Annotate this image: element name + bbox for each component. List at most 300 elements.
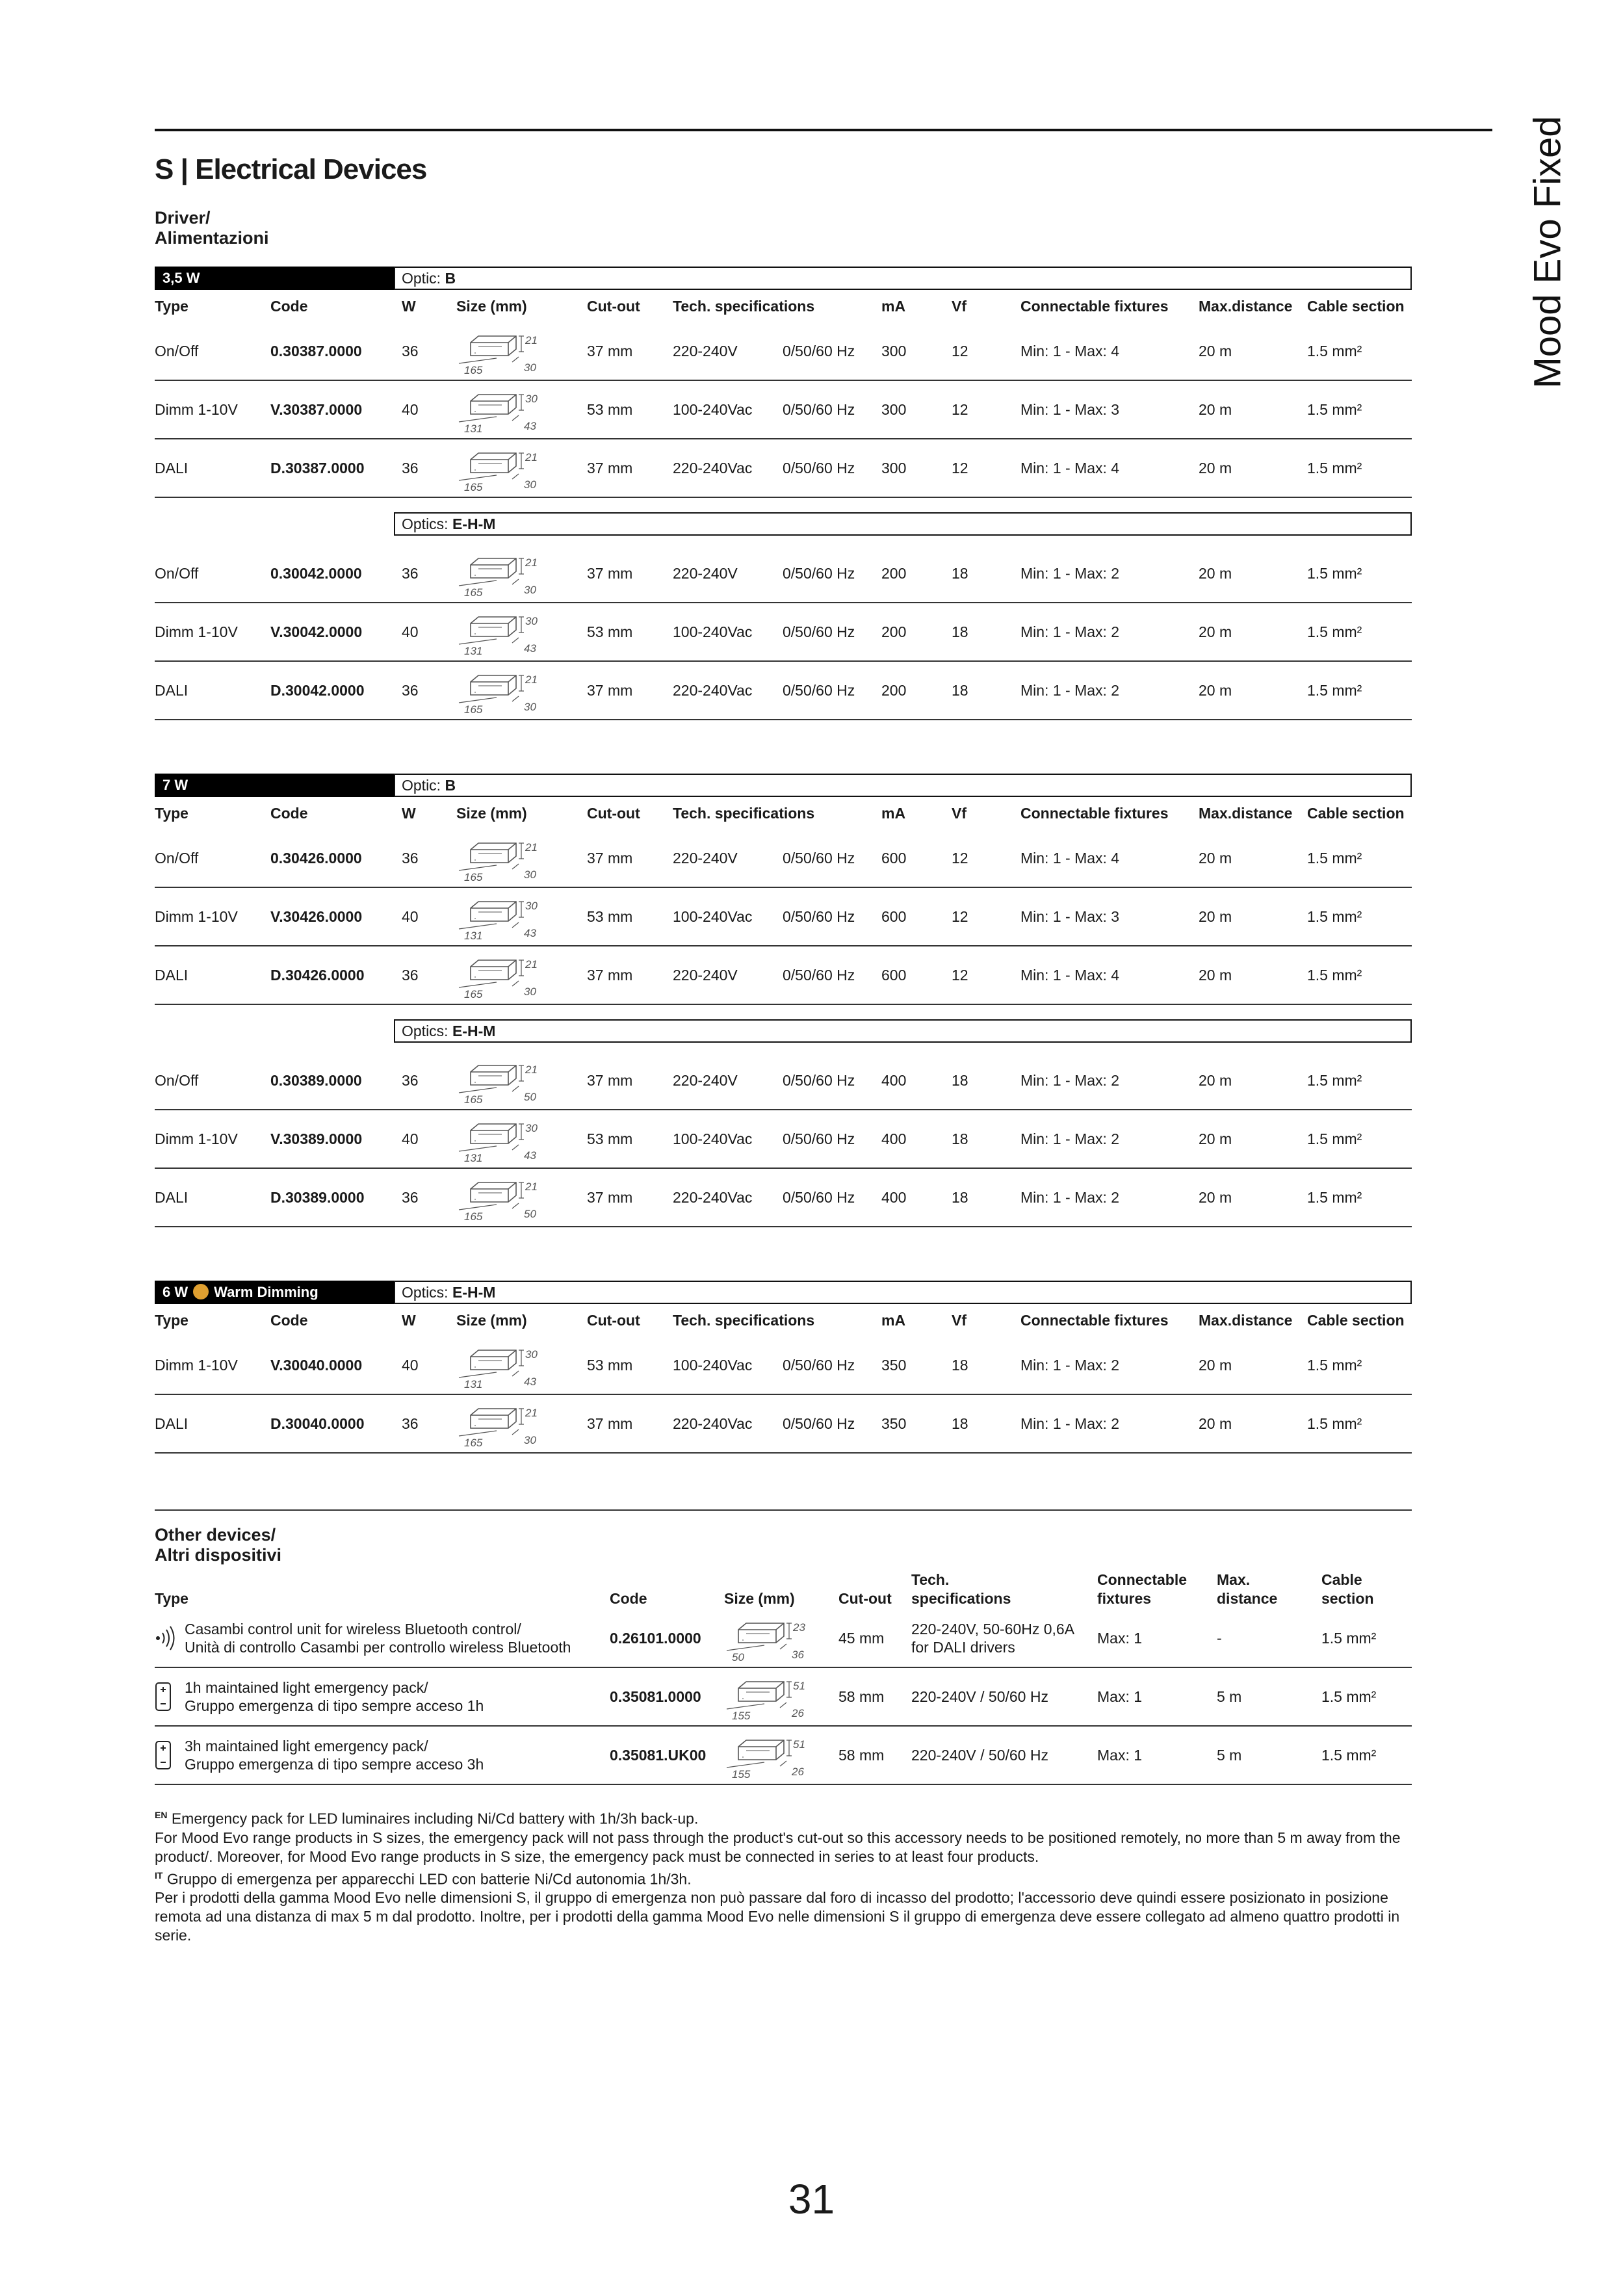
size-cell <box>456 1169 547 1226</box>
svg-text:155: 155 <box>732 1710 751 1719</box>
device-row <box>155 1668 1412 1727</box>
cable-section-cell: 1.5 mm² <box>1307 966 1362 984</box>
svg-text:23: 23 <box>793 1621 805 1634</box>
ma-cell: 600 <box>881 966 907 984</box>
size-cell <box>456 662 547 719</box>
optic-label: Optics: E-H-M <box>394 512 1412 536</box>
vf-cell: 12 <box>952 400 968 418</box>
device-row <box>155 1610 1412 1668</box>
connectable-cell: Max: 1 <box>1097 1747 1143 1764</box>
svg-text:21: 21 <box>525 958 538 971</box>
svg-text:21: 21 <box>525 841 538 854</box>
power-block <box>155 267 1412 720</box>
watt-cell: 36 <box>402 1415 419 1432</box>
svg-text:43: 43 <box>524 1376 536 1388</box>
code-cell: 0.30387.0000 <box>270 342 362 359</box>
connectable-cell: Min: 1 - Max: 2 <box>1020 681 1120 699</box>
section-subtitle: Driver/ Alimentazioni <box>155 208 269 248</box>
cable-section-cell: 1.5 mm² <box>1307 564 1362 582</box>
size-cell <box>724 1727 815 1784</box>
section-title: S | Electrical Devices <box>155 153 427 185</box>
svg-text:51: 51 <box>793 1680 805 1692</box>
dimension-box-icon <box>456 445 547 491</box>
connectable-cell: Max: 1 <box>1097 1630 1143 1647</box>
device-type: 1h maintained light emergency pack/ Gruppo emergenza di tipo sempre acceso 1h <box>185 1679 484 1714</box>
size-cell <box>456 1052 547 1109</box>
svg-text:165: 165 <box>464 988 483 998</box>
code-cell: 0.30426.0000 <box>270 849 362 867</box>
dimension-box-icon <box>456 1058 547 1103</box>
size-cell <box>456 603 547 660</box>
frequency-cell: 0/50/60 Hz <box>783 1130 855 1147</box>
watt-cell: 36 <box>402 342 419 359</box>
svg-text:131: 131 <box>464 1152 483 1162</box>
svg-text:26: 26 <box>792 1766 804 1778</box>
header-tech: Tech. specifications <box>911 1571 1011 1607</box>
type-cell: On/Off <box>155 564 199 582</box>
svg-text:165: 165 <box>464 1093 483 1103</box>
vf-cell: 12 <box>952 907 968 925</box>
max-distance-cell: 5 m <box>1217 1747 1242 1764</box>
battery-icon <box>155 1682 172 1712</box>
header-size: Size (mm) <box>456 1311 527 1329</box>
watt-cell: 36 <box>402 1071 419 1089</box>
dimension-box-icon <box>724 1732 815 1778</box>
header-connectable: Connectable fixtures <box>1020 804 1169 822</box>
table-row <box>155 946 1412 1005</box>
vf-cell: 18 <box>952 1415 968 1432</box>
svg-text:30: 30 <box>525 1122 538 1134</box>
svg-text:165: 165 <box>464 703 483 713</box>
svg-text:131: 131 <box>464 423 483 432</box>
type-cell: Dimm 1-10V <box>155 1130 238 1147</box>
cable-section-cell: 1.5 mm² <box>1307 342 1362 359</box>
watt-cell: 36 <box>402 564 419 582</box>
header-type: Type <box>155 297 188 315</box>
note-it-2: Per i prodotti della gamma Mood Evo nelle dimensioni S, il gruppo di emergenza non può passare dal foro di incasso del prodotto; l'accessorio deve quindi essere posizionato in posizione remota ad una distanza di max 5 m dal prodotto. Inoltre, per i prodotti della gamma Mood Evo nelle dimensioni S il gruppo di emergenza deve essere collegato ad almeno quattro prodotti in serie. <box>155 1889 1400 1944</box>
svg-text:30: 30 <box>524 985 536 998</box>
svg-text:50: 50 <box>732 1651 744 1661</box>
cutout-cell: 53 mm <box>587 400 633 418</box>
device-type: Casambi control unit for wireless Bluetooth control/ Unità di controllo Casambi per controllo wireless Bluetooth <box>185 1621 571 1656</box>
max-distance-cell: 20 m <box>1199 849 1232 867</box>
type-cell: On/Off <box>155 849 199 867</box>
voltage-cell: 220-240Vac <box>673 459 753 476</box>
svg-text:131: 131 <box>464 1378 483 1388</box>
max-distance-cell: 20 m <box>1199 681 1232 699</box>
type-cell: DALI <box>155 459 188 476</box>
wireless-icon <box>155 1625 177 1651</box>
code-cell: 0.26101.0000 <box>610 1630 701 1647</box>
header-size: Size (mm) <box>456 297 527 315</box>
vf-cell: 12 <box>952 342 968 359</box>
max-distance-cell: 20 m <box>1199 1130 1232 1147</box>
header-tech: Tech. specifications <box>673 1311 815 1329</box>
watt-cell: 40 <box>402 1356 419 1374</box>
ma-cell: 600 <box>881 849 907 867</box>
max-distance-cell: 20 m <box>1199 400 1232 418</box>
svg-text:165: 165 <box>464 1437 483 1446</box>
connectable-cell: Max: 1 <box>1097 1688 1143 1705</box>
table-row <box>155 1169 1412 1227</box>
svg-text:131: 131 <box>464 930 483 939</box>
svg-text:30: 30 <box>524 1434 536 1446</box>
svg-text:30: 30 <box>524 361 536 374</box>
header-tech: Tech. specifications <box>673 804 815 822</box>
cutout-cell: 37 mm <box>587 1071 633 1089</box>
code-cell: 0.35081.0000 <box>610 1688 701 1705</box>
code-cell: V.30042.0000 <box>270 623 363 640</box>
device-icon <box>155 1668 172 1725</box>
svg-text:165: 165 <box>464 871 483 881</box>
code-cell: 0.35081.UK00 <box>610 1747 707 1764</box>
table-row <box>155 888 1412 946</box>
table-row <box>155 1395 1412 1454</box>
size-cell <box>456 1337 547 1394</box>
size-cell <box>724 1610 815 1667</box>
header-code: Code <box>270 1311 308 1329</box>
warm-dimming-icon <box>193 1284 209 1299</box>
svg-text:43: 43 <box>524 927 536 939</box>
frequency-cell: 0/50/60 Hz <box>783 966 855 984</box>
header-max-distance: Max.distance <box>1199 297 1293 315</box>
connectable-cell: Min: 1 - Max: 2 <box>1020 564 1120 582</box>
frequency-cell: 0/50/60 Hz <box>783 623 855 640</box>
dimension-box-icon <box>456 328 547 374</box>
tech-cell: 220-240V / 50/60 Hz <box>911 1688 1048 1705</box>
optic-label: Optics: E-H-M <box>394 1019 1412 1043</box>
tech-cell: 220-240V, 50-60Hz 0,6A for DALI drivers <box>911 1621 1075 1656</box>
max-distance-cell: 20 m <box>1199 907 1232 925</box>
ma-cell: 400 <box>881 1130 907 1147</box>
cable-section-cell: 1.5 mm² <box>1307 400 1362 418</box>
ma-cell: 300 <box>881 342 907 359</box>
svg-text:30: 30 <box>525 1348 538 1361</box>
header-size: Size (mm) <box>724 1590 795 1607</box>
watt-cell: 36 <box>402 681 419 699</box>
connectable-cell: Min: 1 - Max: 4 <box>1020 342 1120 359</box>
header-cable-section: Cable section <box>1307 297 1405 315</box>
frequency-cell: 0/50/60 Hz <box>783 1071 855 1089</box>
ma-cell: 400 <box>881 1188 907 1206</box>
table-row <box>155 545 1412 603</box>
svg-text:36: 36 <box>792 1649 804 1661</box>
header-type: Type <box>155 1311 188 1329</box>
device-icon <box>155 1727 172 1784</box>
header-connectable: Connectable fixtures <box>1020 1311 1169 1329</box>
voltage-cell: 100-240Vac <box>673 400 753 418</box>
max-distance-cell: 20 m <box>1199 1071 1232 1089</box>
svg-text:165: 165 <box>464 481 483 491</box>
header-ma: mA <box>881 804 906 822</box>
power-block <box>155 1281 1412 1454</box>
header-ma: mA <box>881 297 906 315</box>
cutout-cell: 53 mm <box>587 907 633 925</box>
battery-icon <box>155 1740 172 1770</box>
cable-section-cell: 1.5 mm² <box>1307 1071 1362 1089</box>
power-label: 3,5 W <box>155 267 394 290</box>
svg-text:131: 131 <box>464 645 483 655</box>
cable-section-cell: 1.5 mm² <box>1307 459 1362 476</box>
header-cable-section: Cable section <box>1321 1571 1374 1607</box>
type-cell: Dimm 1-10V <box>155 1356 238 1374</box>
power-label: 7 W <box>155 774 394 797</box>
cable-section-cell: 1.5 mm² <box>1307 1188 1362 1206</box>
other-devices-rule <box>155 1509 1412 1511</box>
dimension-box-icon <box>456 609 547 655</box>
header-w: W <box>402 297 416 315</box>
connectable-cell: Min: 1 - Max: 3 <box>1020 907 1120 925</box>
voltage-cell: 220-240Vac <box>673 681 753 699</box>
cutout-cell: 45 mm <box>838 1630 885 1647</box>
dimension-box-icon <box>456 387 547 432</box>
dimension-box-icon <box>456 1116 547 1162</box>
footnotes <box>155 1806 1412 1945</box>
header-code: Code <box>270 804 308 822</box>
max-distance-cell: 20 m <box>1199 1415 1232 1432</box>
table-row <box>155 1337 1412 1395</box>
size-cell <box>456 322 547 380</box>
cable-section-cell: 1.5 mm² <box>1307 1415 1362 1432</box>
connectable-cell: Min: 1 - Max: 2 <box>1020 1071 1120 1089</box>
device-type: 3h maintained light emergency pack/ Gruppo emergenza di tipo sempre acceso 3h <box>185 1738 484 1773</box>
device-row <box>155 1727 1412 1785</box>
power-label: 6 W Warm Dimming <box>155 1281 394 1304</box>
type-cell: Dimm 1-10V <box>155 907 238 925</box>
ma-cell: 200 <box>881 564 907 582</box>
cutout-cell: 58 mm <box>838 1747 885 1764</box>
dimension-box-icon <box>456 952 547 998</box>
table-header <box>155 1304 1412 1337</box>
voltage-cell: 100-240Vac <box>673 1130 753 1147</box>
header-cable-section: Cable section <box>1307 1311 1405 1329</box>
power-band <box>155 774 1412 797</box>
cutout-cell: 53 mm <box>587 1356 633 1374</box>
other-devices-header <box>155 1569 1412 1608</box>
frequency-cell: 0/50/60 Hz <box>783 342 855 359</box>
dimension-box-icon <box>456 835 547 881</box>
header-code: Code <box>270 297 308 315</box>
svg-text:30: 30 <box>524 868 536 881</box>
ma-cell: 300 <box>881 400 907 418</box>
header-size: Size (mm) <box>456 804 527 822</box>
cable-section-cell: 1.5 mm² <box>1307 681 1362 699</box>
cable-section-cell: 1.5 mm² <box>1321 1688 1377 1705</box>
header-ma: mA <box>881 1311 906 1329</box>
header-cutout: Cut-out <box>587 1311 640 1329</box>
type-cell: DALI <box>155 966 188 984</box>
svg-text:21: 21 <box>525 556 538 569</box>
svg-text:30: 30 <box>524 701 536 713</box>
svg-text:43: 43 <box>524 420 536 432</box>
top-rule <box>155 129 1492 131</box>
power-block <box>155 774 1412 1227</box>
ma-cell: 350 <box>881 1415 907 1432</box>
frequency-cell: 0/50/60 Hz <box>783 400 855 418</box>
code-cell: D.30426.0000 <box>270 966 365 984</box>
connectable-cell: Min: 1 - Max: 2 <box>1020 1130 1120 1147</box>
watt-cell: 36 <box>402 966 419 984</box>
optic-label: Optic: B <box>394 267 1412 290</box>
header-connectable: Connectable fixtures <box>1097 1571 1188 1607</box>
note-en-2: For Mood Evo range products in S sizes, the emergency pack will not pass through the product's cut-out so this accessory needs to be positioned remotely, no more than 5 m away from the product/. Moreover, for Mood Evo range products in S size, the emergency pack must be connected in series to at least four products. <box>155 1829 1401 1865</box>
max-distance-cell: 20 m <box>1199 1188 1232 1206</box>
cable-section-cell: 1.5 mm² <box>1307 907 1362 925</box>
vf-cell: 18 <box>952 1071 968 1089</box>
cable-section-cell: 1.5 mm² <box>1307 1130 1362 1147</box>
cable-section-cell: 1.5 mm² <box>1321 1630 1377 1647</box>
svg-text:30: 30 <box>525 393 538 405</box>
voltage-cell: 220-240Vac <box>673 1188 753 1206</box>
frequency-cell: 0/50/60 Hz <box>783 1188 855 1206</box>
voltage-cell: 220-240V <box>673 564 738 582</box>
svg-text:165: 165 <box>464 364 483 374</box>
table-header <box>155 797 1412 829</box>
code-cell: D.30040.0000 <box>270 1415 365 1432</box>
watt-cell: 40 <box>402 400 419 418</box>
connectable-cell: Min: 1 - Max: 2 <box>1020 1415 1120 1432</box>
header-type: Type <box>155 804 188 822</box>
max-distance-cell: - <box>1217 1630 1222 1647</box>
ma-cell: 200 <box>881 681 907 699</box>
frequency-cell: 0/50/60 Hz <box>783 564 855 582</box>
dimension-box-icon <box>456 551 547 596</box>
cutout-cell: 37 mm <box>587 459 633 476</box>
connectable-cell: Min: 1 - Max: 4 <box>1020 966 1120 984</box>
max-distance-cell: 20 m <box>1199 1356 1232 1374</box>
code-cell: 0.30389.0000 <box>270 1071 362 1089</box>
size-cell <box>456 829 547 887</box>
watt-cell: 36 <box>402 1188 419 1206</box>
code-cell: V.30040.0000 <box>270 1356 363 1374</box>
header-w: W <box>402 1311 416 1329</box>
header-vf: Vf <box>952 297 967 315</box>
svg-text:30: 30 <box>525 900 538 912</box>
size-cell <box>456 439 547 497</box>
header-code: Code <box>610 1590 647 1607</box>
max-distance-cell: 20 m <box>1199 342 1232 359</box>
code-cell: D.30042.0000 <box>270 681 365 699</box>
vf-cell: 18 <box>952 623 968 640</box>
svg-text:21: 21 <box>525 673 538 686</box>
frequency-cell: 0/50/60 Hz <box>783 849 855 867</box>
max-distance-cell: 20 m <box>1199 564 1232 582</box>
svg-text:43: 43 <box>524 642 536 655</box>
size-cell <box>456 1110 547 1168</box>
vf-cell: 18 <box>952 1130 968 1147</box>
table-row <box>155 662 1412 720</box>
code-cell: D.30387.0000 <box>270 459 365 476</box>
cutout-cell: 37 mm <box>587 849 633 867</box>
vf-cell: 12 <box>952 849 968 867</box>
max-distance-cell: 20 m <box>1199 623 1232 640</box>
connectable-cell: Min: 1 - Max: 2 <box>1020 1188 1120 1206</box>
dimension-box-icon <box>456 1342 547 1388</box>
ma-cell: 300 <box>881 459 907 476</box>
dimension-box-icon <box>724 1674 815 1719</box>
cable-section-cell: 1.5 mm² <box>1307 849 1362 867</box>
svg-text:21: 21 <box>525 1181 538 1193</box>
header-max-distance: Max.distance <box>1199 804 1293 822</box>
dimension-box-icon <box>456 668 547 713</box>
vf-cell: 12 <box>952 966 968 984</box>
header-max-distance: Max. distance <box>1217 1571 1278 1607</box>
voltage-cell: 100-240Vac <box>673 623 753 640</box>
size-cell <box>456 946 547 1004</box>
type-cell: DALI <box>155 681 188 699</box>
tech-cell: 220-240V / 50/60 Hz <box>911 1747 1048 1764</box>
table-row <box>155 381 1412 439</box>
size-cell <box>456 381 547 438</box>
cutout-cell: 37 mm <box>587 564 633 582</box>
optic-label: Optic: B <box>394 774 1412 797</box>
type-cell: Dimm 1-10V <box>155 400 238 418</box>
voltage-cell: 220-240V <box>673 966 738 984</box>
cutout-cell: 58 mm <box>838 1688 885 1705</box>
type-cell: On/Off <box>155 342 199 359</box>
voltage-cell: 220-240V <box>673 1071 738 1089</box>
side-title: Mood Evo Fixed <box>1526 116 1569 389</box>
svg-text:30: 30 <box>525 615 538 627</box>
vf-cell: 18 <box>952 1188 968 1206</box>
frequency-cell: 0/50/60 Hz <box>783 681 855 699</box>
optic-label: Optics: E-H-M <box>394 1281 1412 1304</box>
power-band <box>155 267 1412 290</box>
header-cutout: Cut-out <box>587 297 640 315</box>
size-cell <box>456 545 547 602</box>
svg-text:50: 50 <box>524 1091 536 1103</box>
svg-text:43: 43 <box>524 1149 536 1162</box>
type-cell: DALI <box>155 1415 188 1432</box>
header-cutout: Cut-out <box>587 804 640 822</box>
svg-text:165: 165 <box>464 1210 483 1220</box>
cutout-cell: 37 mm <box>587 1188 633 1206</box>
cutout-cell: 37 mm <box>587 681 633 699</box>
cutout-cell: 37 mm <box>587 342 633 359</box>
max-distance-cell: 5 m <box>1217 1688 1242 1705</box>
size-cell <box>456 888 547 945</box>
size-cell <box>456 1395 547 1452</box>
header-type: Type <box>155 1590 188 1607</box>
cable-section-cell: 1.5 mm² <box>1307 623 1362 640</box>
max-distance-cell: 20 m <box>1199 459 1232 476</box>
power-band <box>155 1281 1412 1304</box>
device-icon <box>155 1610 177 1667</box>
note-it-1: $^{IT}$ Gruppo di emergenza per apparecchi LED con batterie Ni/Cd autonomia 1h/3h. <box>155 1870 692 1888</box>
table-row <box>155 1052 1412 1110</box>
header-w: W <box>402 804 416 822</box>
type-cell: DALI <box>155 1188 188 1206</box>
dimension-box-icon <box>456 894 547 939</box>
max-distance-cell: 20 m <box>1199 966 1232 984</box>
size-cell <box>724 1668 815 1725</box>
svg-text:21: 21 <box>525 1407 538 1419</box>
vf-cell: 12 <box>952 459 968 476</box>
ma-cell: 400 <box>881 1071 907 1089</box>
ma-cell: 350 <box>881 1356 907 1374</box>
table-row <box>155 439 1412 498</box>
svg-text:21: 21 <box>525 334 538 346</box>
code-cell: V.30389.0000 <box>270 1130 363 1147</box>
ma-cell: 200 <box>881 623 907 640</box>
frequency-cell: 0/50/60 Hz <box>783 1356 855 1374</box>
watt-cell: 40 <box>402 907 419 925</box>
table-row <box>155 1110 1412 1169</box>
header-connectable: Connectable fixtures <box>1020 297 1169 315</box>
other-devices-title: Other devices/ Altri dispositivi <box>155 1525 282 1565</box>
cutout-cell: 37 mm <box>587 1415 633 1432</box>
svg-text:50: 50 <box>524 1208 536 1220</box>
